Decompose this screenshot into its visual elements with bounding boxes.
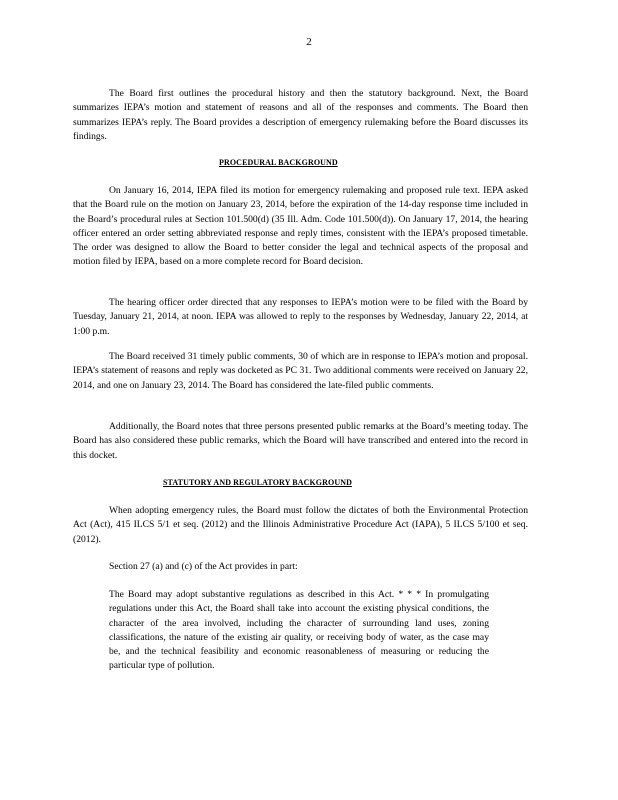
procedural-paragraph-1: On January 16, 2014, IEPA filed its motion for emergency rulemaking and proposed rule text. IEPA asked that the Board rule on the motion on January 23, 2014, before the expiration of the 14-day response time included in the Board’s procedural rules at Section 101.500(d) (35 Ill. Adm. Code 101.500(d)). On January 17, 2014, the hearing officer entered an order setting abbreviated response and reply times, consistent with the IEPA’s proposed timetable. The order was designed to allow the Board to better consider the legal and technical aspects of the proposal and motion filed by IEPA, based on a more complete record for Board decision.: [73, 185, 528, 268]
statutory-background-heading: STATUTORY AND REGULATORY BACKGROUND: [163, 478, 352, 487]
intro-paragraph: The Board first outlines the procedural history and then the statutory background. Next, the Board summarizes IEPA’s motion and statement of reasons and all of the responses and comments. The Board then summarizes IEPA’s reply. The Board provides a description of emergency rulemaking before the Board discusses its findings.: [73, 88, 528, 142]
block-quote: The Board may adopt substantive regulations as described in this Act. * * * In promulgating regulations under this Act, the Board shall take into account the existing physical conditions, the character of the area involved, including the character of surrounding land uses, zoning classifications, the nature of the existing air quality, or receiving body of water, as the case may be, and the technical feasibility and economic reasonableness of measuring or reducing the particular type of pollution.: [109, 589, 489, 672]
procedural-background-heading: PROCEDURAL BACKGROUND: [219, 158, 338, 167]
page-number: 2: [306, 36, 312, 48]
procedural-paragraph-4: Additionally, the Board notes that three persons presented public remarks at the Board’s meeting today. The Board has also considered these public remarks, which the Board will have transcribed and entered into the record in this docket.: [73, 421, 528, 461]
statutory-paragraph-1: When adopting emergency rules, the Board must follow the dictates of both the Environmental Protection Act (Act), 415 ILCS 5/1 et seq. (2012) and the Illinois Administrative Procedure Act (IAPA), 5 ILCS 5/100 et seq. (2012).: [73, 505, 528, 545]
procedural-paragraph-3: The Board received 31 timely public comments, 30 of which are in response to IEPA’s motion and proposal. IEPA’s statement of reasons and reply was docketed as PC 31. Two additional comments were received on January 22, 2014, and one on January 23, 2014. The Board has considered the late-filed public comments.: [73, 351, 528, 391]
procedural-paragraph-2: The hearing officer order directed that any responses to IEPA’s motion were to be filed with the Board by Tuesday, January 21, 2014, at noon. IEPA was allowed to reply to the responses by Wednesday, January 22, 2014, at 1:00 p.m.: [73, 297, 528, 337]
section-27-intro: Section 27 (a) and (c) of the Act provides in part:: [109, 561, 298, 572]
